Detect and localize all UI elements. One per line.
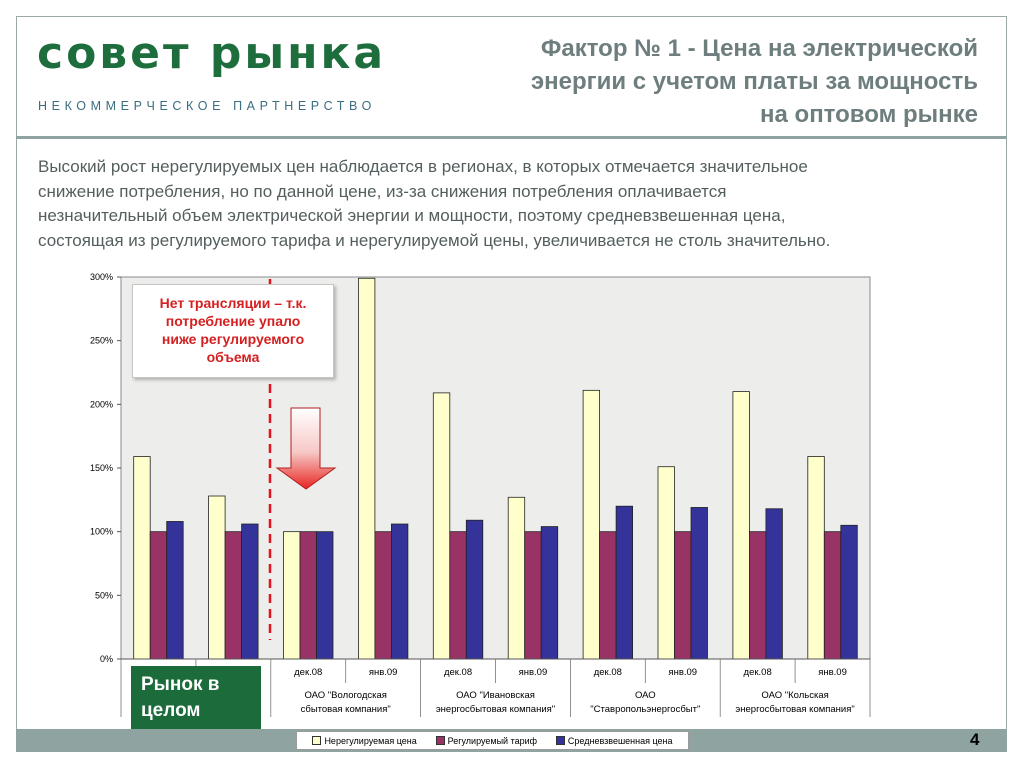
- x-tick-label: дек.08: [294, 667, 323, 678]
- bar-unregulated: [433, 393, 450, 659]
- bar-unregulated: [134, 457, 151, 659]
- bar-weighted: [691, 507, 708, 659]
- annotation-line: объема: [206, 349, 260, 365]
- bar-weighted: [466, 520, 483, 659]
- bar-weighted: [616, 506, 633, 659]
- x-tick-label: дек.08: [593, 667, 622, 678]
- legend-label: Регулируемый тариф: [447, 735, 538, 746]
- group-label: энергосбытовая компания": [435, 704, 556, 715]
- y-tick-label: 200%: [89, 399, 113, 410]
- x-tick-label: дек.08: [443, 667, 473, 678]
- bar-weighted: [167, 521, 184, 659]
- y-tick-label: 0%: [99, 654, 113, 664]
- group-label: "Ставропольэнергосбыт": [590, 704, 701, 715]
- bar-tariff: [525, 532, 542, 659]
- bar-weighted: [541, 527, 558, 659]
- bar-unregulated: [209, 496, 226, 659]
- x-tick-label: янв.09: [368, 667, 398, 678]
- title-line: на оптовом рынке: [760, 101, 978, 128]
- annotation-line: потребление упало: [165, 313, 301, 329]
- legend-label: Нерегулируемая цена: [324, 735, 417, 746]
- legend-item: [436, 736, 537, 746]
- bar-unregulated: [658, 467, 675, 659]
- description-line: состоящая из регулируемого тарифа и нерегулируемой цены, увеличивается не столь значительно.: [38, 231, 831, 250]
- group-label: ОАО: [634, 690, 656, 701]
- bar-weighted: [841, 525, 858, 659]
- bar-tariff: [749, 532, 766, 659]
- legend-item: [556, 736, 673, 746]
- bar-tariff: [150, 532, 167, 659]
- legend-swatch-tariff: [436, 736, 445, 745]
- legend-item: [312, 736, 416, 746]
- legend-swatch-unregulated: [312, 736, 321, 745]
- logo-subtitle: НЕКОММЕРЧЕСКОЕ ПАРТНЕРСТВО: [38, 99, 376, 113]
- chart-legend: [296, 731, 689, 750]
- page-number: 4: [970, 730, 980, 749]
- bar-tariff: [824, 532, 841, 659]
- group-label: ОАО "Вологодская: [304, 690, 387, 701]
- x-tick-label: янв.09: [668, 667, 698, 678]
- description-line: Высокий рост нерегулируемых цен наблюдается в регионах, в которых отмечается значительное: [38, 157, 808, 176]
- logo: совет рынка: [37, 28, 387, 79]
- y-tick-label: 150%: [89, 463, 113, 473]
- title-line: энергии с учетом платы за мощность: [530, 68, 978, 95]
- x-tick-label: янв.09: [518, 667, 548, 678]
- x-tick-label: дек.08: [743, 667, 772, 678]
- y-tick-label: 50%: [94, 590, 113, 601]
- bar-weighted: [317, 532, 334, 659]
- description-line: незначительный объем электрической энергии и мощности, поэтому средневзвешенная цена,: [38, 206, 786, 225]
- bar-tariff: [600, 532, 617, 659]
- legend-label: Средневзвешенная цена: [567, 735, 673, 746]
- annotation-line: Нет трансляции – т.к.: [159, 295, 307, 311]
- market-label-line: целом: [141, 700, 201, 721]
- legend-swatch-weighted: [556, 736, 565, 745]
- bar-weighted: [766, 509, 783, 659]
- annotation-box: [132, 284, 334, 378]
- y-tick-label: 100%: [89, 526, 113, 537]
- annotation-line: ниже регулируемого: [161, 331, 305, 347]
- bar-unregulated: [583, 390, 600, 659]
- title-line: Фактор № 1 - Цена на электрической: [540, 35, 978, 62]
- bar-unregulated: [284, 532, 301, 659]
- group-label: ОАО "Ивановская: [456, 690, 535, 701]
- bar-unregulated: [808, 457, 825, 659]
- market-label-line: Рынок в: [141, 674, 220, 695]
- bar-unregulated: [733, 392, 750, 659]
- x-tick-label: янв.09: [818, 667, 847, 678]
- description-line: снижение потребления, но по данной цене, из-за снижения потребления оплачивается: [38, 182, 727, 201]
- group-label: энергосбытовая компания": [735, 704, 855, 715]
- bar-tariff: [450, 532, 467, 659]
- y-tick-label: 250%: [89, 335, 113, 346]
- bar-unregulated: [508, 497, 525, 659]
- bar-weighted: [242, 524, 259, 659]
- bar-weighted: [391, 524, 408, 659]
- bar-tariff: [225, 532, 242, 659]
- bar-tariff: [675, 532, 692, 659]
- bar-tariff: [300, 532, 317, 659]
- group-label: сбытовая компания": [300, 704, 391, 715]
- bar-unregulated: [358, 278, 375, 659]
- bar-tariff: [375, 532, 392, 659]
- group-label: ОАО "Кольская: [761, 690, 829, 701]
- market-total-label: [131, 666, 261, 731]
- y-tick-label: 300%: [89, 272, 113, 282]
